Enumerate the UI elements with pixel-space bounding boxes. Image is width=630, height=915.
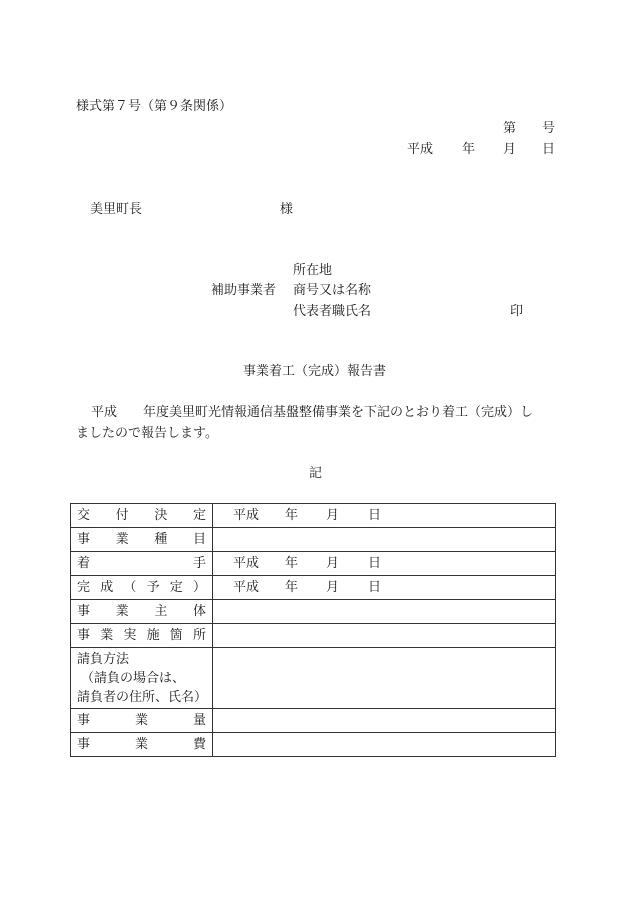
document-title: 事業着工（完成）報告書 (243, 364, 387, 379)
document-number-go: 号 (542, 121, 556, 136)
label-char: 業 (115, 531, 129, 547)
label-char: 費 (192, 736, 206, 752)
row-label-ukeoi-houhou (71, 648, 213, 709)
date-day: 日 (368, 579, 382, 595)
jisshi-kasho-value-cell[interactable] (213, 624, 556, 648)
label-char: （ (123, 579, 137, 595)
addressee-name: 美里町長 (90, 202, 143, 217)
applicant-representative-label: 代表者職氏名 (293, 304, 372, 319)
seal-mark: 印 (510, 304, 524, 319)
label-char: 事 (77, 712, 91, 728)
date-month: 月 (326, 507, 340, 523)
row-label-jigyou-ryou (71, 709, 213, 733)
body-line-2: ましたので報告します。 (76, 426, 218, 441)
addressee-honorific: 様 (280, 202, 294, 217)
date-era: 平成 (233, 555, 260, 571)
koufu-kettei-date-cell[interactable] (213, 504, 556, 528)
label-char: 定 (192, 507, 206, 523)
label-char: 目 (192, 531, 206, 547)
label-char: 量 (192, 712, 206, 728)
label-line: 請負方法 (77, 651, 130, 667)
ki-marker: 記 (309, 466, 323, 481)
table-row (71, 709, 556, 733)
date-day: 日 (368, 507, 382, 523)
date-year: 年 (285, 579, 299, 595)
label-line: （請負の場合は、 (81, 670, 186, 686)
body-paragraph (76, 402, 556, 444)
label-char: 着 (77, 555, 91, 571)
label-char: 実 (123, 627, 137, 643)
row-label-jigyou-shutai (71, 600, 213, 624)
issue-date-year: 年 (462, 142, 476, 157)
label-char: 施 (146, 627, 160, 643)
label-char: 業 (134, 736, 148, 752)
row-label-jisshi-kasho (71, 624, 213, 648)
date-month: 月 (326, 579, 340, 595)
issue-date-month: 月 (503, 142, 517, 157)
label-char: 事 (77, 531, 91, 547)
table-row (71, 600, 556, 624)
row-label-chakushu (71, 552, 213, 576)
label-char: 事 (77, 627, 91, 643)
label-char: 業 (134, 712, 148, 728)
date-era: 平成 (233, 579, 260, 595)
jigyou-hi-value-cell[interactable] (213, 733, 556, 757)
jigyou-shumoku-value-cell[interactable] (213, 528, 556, 552)
jigyou-shutai-value-cell[interactable] (213, 600, 556, 624)
body-line-1: 平成 年度美里町光情報通信基盤整備事業を下記のとおり着工（完成）し (91, 405, 534, 420)
document-number-dai: 第 (503, 121, 517, 136)
label-char: 体 (192, 603, 206, 619)
date-month: 月 (326, 555, 340, 571)
ukeoi-houhou-value-cell[interactable] (213, 648, 556, 709)
label-char: 手 (192, 555, 206, 571)
label-char: 付 (115, 507, 129, 523)
table-row (71, 528, 556, 552)
table-row (71, 624, 556, 648)
table-row (71, 576, 556, 600)
kansei-date-cell[interactable] (213, 576, 556, 600)
label-char: 交 (77, 507, 91, 523)
label-char: ） (192, 579, 206, 595)
date-day: 日 (368, 555, 382, 571)
label-char: 成 (100, 579, 114, 595)
label-char: 主 (154, 603, 168, 619)
table-row (71, 552, 556, 576)
label-char: 所 (192, 627, 206, 643)
label-char: 業 (115, 603, 129, 619)
jigyou-ryou-value-cell[interactable] (213, 709, 556, 733)
date-year: 年 (285, 507, 299, 523)
issue-date-day: 日 (542, 142, 556, 157)
row-label-jigyou-shumoku (71, 528, 213, 552)
date-year: 年 (285, 555, 299, 571)
table-row (71, 504, 556, 528)
table-row (71, 648, 556, 709)
label-char: 種 (154, 531, 168, 547)
label-char: 予 (146, 579, 160, 595)
label-char: 決 (154, 507, 168, 523)
label-char: 完 (77, 579, 91, 595)
report-table (70, 503, 556, 757)
label-char: 業 (100, 627, 114, 643)
label-char: 定 (169, 579, 183, 595)
label-char: 箇 (169, 627, 183, 643)
applicant-company-label: 商号又は名称 (293, 283, 372, 298)
applicant-role: 補助事業者 (211, 283, 277, 298)
date-era: 平成 (233, 507, 260, 523)
row-label-kansei-yotei (71, 576, 213, 600)
label-line: 請負者の住所、氏名） (77, 689, 208, 705)
form-number-header: 様式第７号（第９条関係） (76, 99, 233, 114)
chakushu-date-cell[interactable] (213, 552, 556, 576)
table-row (71, 733, 556, 757)
applicant-address-label: 所在地 (293, 263, 333, 278)
row-label-koufu-kettei (71, 504, 213, 528)
row-label-jigyou-hi (71, 733, 213, 757)
label-char: 事 (77, 603, 91, 619)
label-char: 事 (77, 736, 91, 752)
issue-date-era: 平成 (407, 142, 434, 157)
